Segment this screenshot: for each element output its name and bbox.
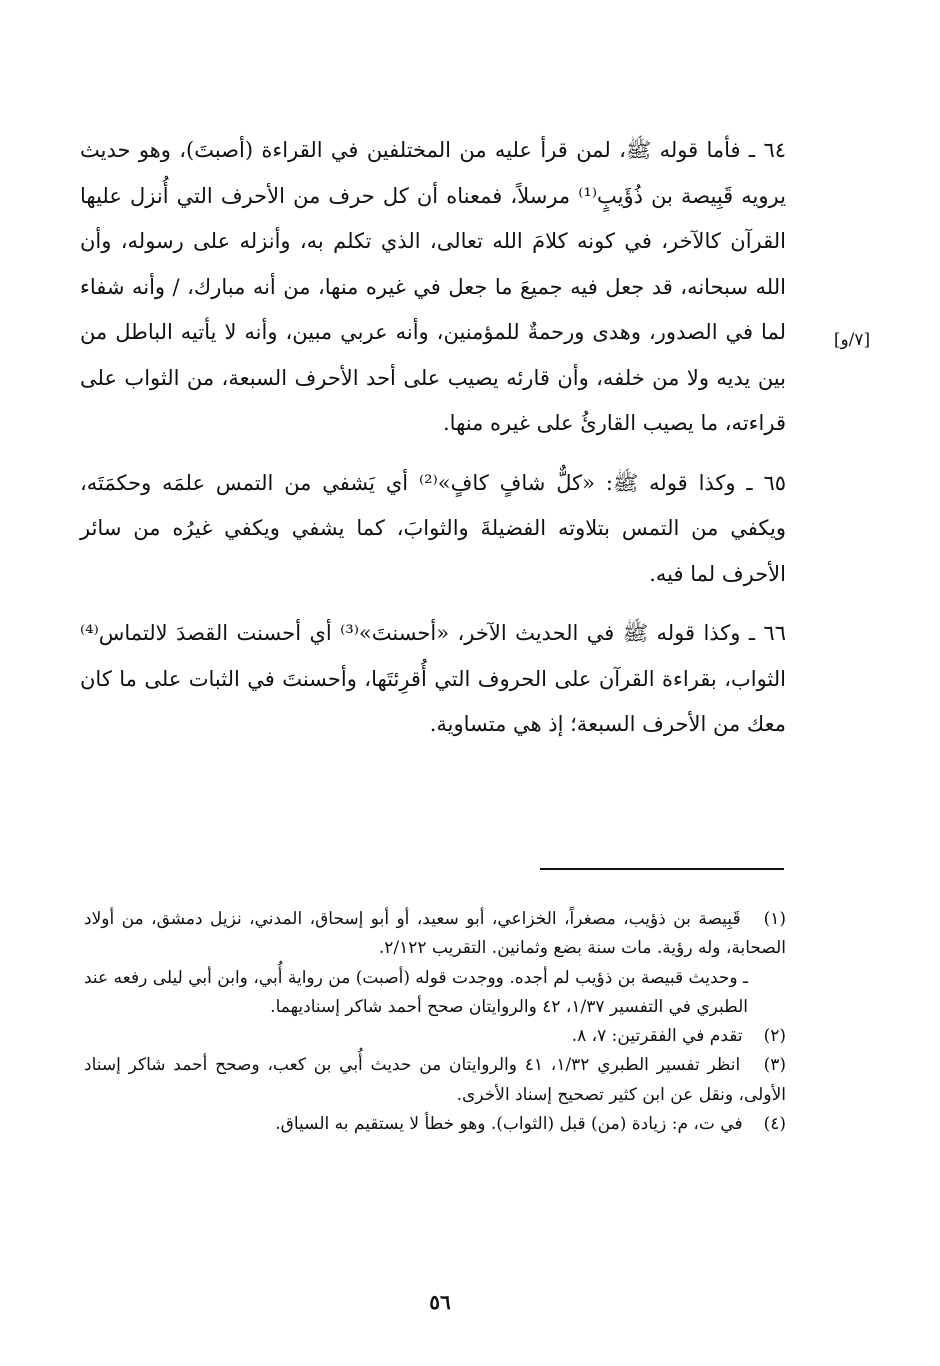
footnote-number: (٣) — [763, 1055, 787, 1076]
footnote-4 — [84, 1110, 786, 1139]
footnote-number: (٤) — [763, 1114, 786, 1135]
paragraph-64: ٦٤ ـ فأما قوله ﷺ، لمن قرأ عليه من المختلفين في القراءة (أصبتَ)، وهو حديث يرويه قَبِيصة بن ذُؤَيبٍ⁽¹⁾ مرسلاً، فمعناه أن كل حرف من الأحرف التي أُنزل عليها القرآن كالآخر، في كونه كلامَ الله تعالى، الذي تكلم به، وأنزله على رسوله، وأن الله سبحانه، قد جعل فيه جميعَ ما جعل في غيره منها، من أنه مبارك، / وأنه شفاء لما في الصدور، وهدى ورحمةٌ للمؤمنين، وأنه عربي مبين، وأنه لا يأتيه الباطل من بين يديه ولا من خلفه، وأن قارئه يصيب على أحد الأحرف السبعة، من الثواب على قراءته، ما يصيب القارئُ على غيره منها. — [80, 138, 786, 435]
footnotes — [84, 905, 786, 1139]
paragraph-66: ٦٦ ـ وكذا قوله ﷺ في الحديث الآخر، «أحسنتَ»⁽³⁾ أي أحسنت القصدَ لالتماس⁽⁴⁾ الثواب، بقراءة القرآن على الحروف التي أُقرِئتَها، وأحسنتَ في الثبات على ما كان معك من الأحرف السبعة؛ إذ هي متساوية. — [80, 621, 786, 736]
footnote-2 — [84, 1022, 786, 1051]
page-number: ٥٦ — [429, 1290, 451, 1314]
footnote-number: (٢) — [763, 1026, 786, 1047]
margin-folio-note: [٧/و] — [833, 330, 871, 350]
footnote-1-continuation — [84, 964, 786, 1023]
footnote-separator — [540, 868, 784, 870]
main-text — [80, 128, 786, 762]
footnote-number: (١) — [763, 909, 786, 929]
paragraph-65: ٦٥ ـ وكذا قوله ﷺ: «كلٌّ شافٍ كافٍ»⁽²⁾ أي يَشفي من التمس علمَه وحكمَتَه، ويكفي من التمس بتلاوته الفضيلةَ والثوابَ، كما يشفي ويكفي غيرُه من سائر الأحرف لما فيه. — [80, 470, 786, 586]
footnote-text: قَبِيصة بن ذؤيب، مصغراً، الخزاعي، أبو سعيد، أو أبو إسحاق، المدني، نزيل دمشق، من أولاد الصحابة، وله رؤية. مات سنة بضع وثمانين. التقريب ٢/١٢٢. — [84, 909, 786, 959]
footnote-1 — [84, 905, 786, 964]
footnote-text: تقدم في الفقرتين: ٧، ٨. — [571, 1026, 743, 1047]
footnote-3 — [84, 1051, 786, 1110]
footnote-text: في ت، م: زيادة (من) قبل (الثواب). وهو خطأ لا يستقيم به السياق. — [275, 1114, 743, 1135]
footnote-text: انظر تفسير الطبري ١/٣٢، ٤١ والروايتان من حديث أُبي بن كعب، وصحح أحمد شاكر إسناد الأولى، ونقل عن ابن كثير تصحيح إسناد الأخرى. — [84, 1055, 786, 1105]
footnote-text: ـ وحديث قبيصة بن ذؤيب لم أجده. ووجدت قوله (أصبت) من رواية أُبي، وابن أبي ليلى رفعه عند الطبري في التفسير ١/٣٧، ٤٢ والروايتان صحح أحمد شاكر إسناديهما. — [84, 967, 748, 1017]
